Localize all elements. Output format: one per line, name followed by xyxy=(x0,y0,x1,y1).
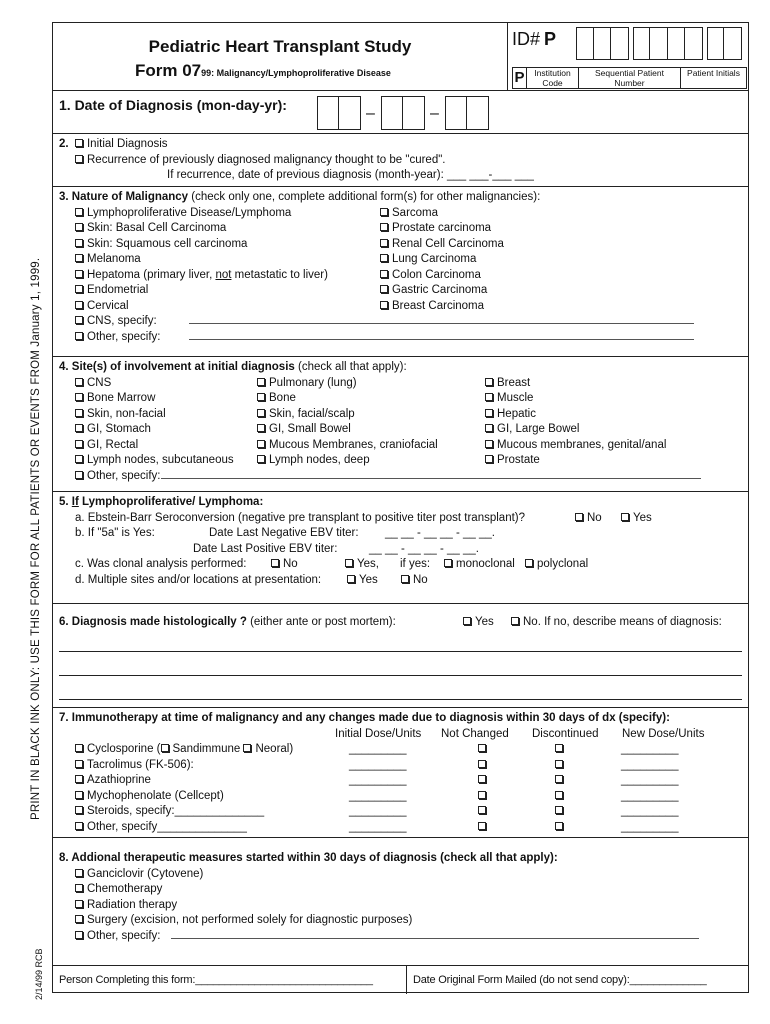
section-number: 5. xyxy=(59,496,72,508)
nature-row xyxy=(59,206,742,222)
nature-option: Breast Carcinoma xyxy=(392,299,485,312)
ebv-yes-checkbox[interactable] xyxy=(621,513,629,521)
monoclonal-checkbox[interactable] xyxy=(444,559,452,567)
section-additional-therapy xyxy=(53,838,748,966)
site-option: Mucous Membranes, craniofacial xyxy=(269,438,438,451)
discontinued-checkbox[interactable] xyxy=(555,760,563,768)
ebv-seroconversion-row xyxy=(59,511,742,527)
site-other-checkbox[interactable] xyxy=(75,471,83,479)
section-diagnosis-type xyxy=(53,134,748,187)
therapy-checkbox[interactable] xyxy=(75,869,83,877)
site-option: Mucous membranes, genital/anal xyxy=(497,438,667,451)
site-checkbox[interactable] xyxy=(485,393,493,401)
id-boxes[interactable] xyxy=(576,27,742,60)
site-checkbox[interactable] xyxy=(75,455,83,463)
signature-row xyxy=(53,966,748,994)
site-row xyxy=(59,422,742,438)
nature-heading-bold: 3. Nature of Malignancy xyxy=(59,191,189,203)
histological-heading: 6. Diagnosis made histologically ? xyxy=(59,616,247,628)
other-specify-field[interactable] xyxy=(189,330,694,340)
nature-row xyxy=(59,252,742,268)
site-row xyxy=(59,407,742,423)
day-box[interactable] xyxy=(403,96,425,130)
site-checkbox[interactable] xyxy=(257,393,265,401)
initial-dose-field[interactable]: _________ xyxy=(349,774,407,786)
site-other-field[interactable] xyxy=(161,469,701,479)
site-option: Muscle xyxy=(497,392,534,404)
site-checkbox[interactable] xyxy=(75,393,83,401)
form-header xyxy=(53,23,748,91)
nature-checkbox[interactable] xyxy=(75,270,83,278)
id-label xyxy=(512,27,556,51)
drug-checkbox[interactable] xyxy=(75,806,83,814)
multiple-no-label: No xyxy=(413,573,428,586)
therapy-option: Chemotherapy xyxy=(87,883,163,895)
date-of-diagnosis-label: 1. Date of Diagnosis (mon-day-yr): xyxy=(59,97,287,113)
id-box[interactable] xyxy=(633,27,651,60)
histological-yes-label: Yes xyxy=(475,616,494,628)
nature-row xyxy=(59,268,742,284)
site-checkbox[interactable] xyxy=(485,409,493,417)
diagnosis-means-line[interactable] xyxy=(59,675,742,676)
form-subtitle xyxy=(135,59,391,82)
section-immunotherapy xyxy=(53,708,748,838)
nature-row xyxy=(59,299,742,315)
nature-option: Lymphoproliferative Disease/Lymphoma xyxy=(87,206,292,219)
lympho-heading-text: Lymphoproliferative/ Lymphoma: xyxy=(78,496,264,508)
multiple-yes-label: Yes xyxy=(359,573,378,586)
nature-checkbox[interactable] xyxy=(75,254,83,262)
site-checkbox[interactable] xyxy=(485,440,493,448)
id-text: ID# xyxy=(512,29,541,49)
ebv-yes-label: Yes xyxy=(633,511,652,524)
cns-label: CNS, specify: xyxy=(87,315,157,327)
immuno-row xyxy=(59,773,742,789)
site-other-row xyxy=(59,469,742,485)
multiple-yes-checkbox[interactable] xyxy=(347,575,355,583)
sites-heading-bold: 4. Site(s) of involvement at initial diagnosis xyxy=(59,361,295,373)
nature-checkbox[interactable] xyxy=(380,285,388,293)
other-specify-row xyxy=(59,330,742,346)
sandimmune-label: Sandimmune xyxy=(172,743,241,755)
cyclosporine-label: Cyclosporine ( xyxy=(87,743,161,755)
sequential-patient-number-label: Sequential Patient Number xyxy=(579,67,681,89)
immuno-heading xyxy=(59,711,742,727)
nature-checkbox[interactable] xyxy=(75,223,83,231)
new-dose-field[interactable]: _________ xyxy=(621,820,679,833)
not-changed-checkbox[interactable] xyxy=(478,806,486,814)
immuno-row xyxy=(59,758,742,774)
multiple-no-checkbox[interactable] xyxy=(401,575,409,583)
new-dose-field[interactable]: _________ xyxy=(621,758,679,771)
therapy-other-label: Other, specify: xyxy=(87,929,161,942)
person-completing-label: Person Completing this form:______________________________ xyxy=(59,974,373,986)
recurrence-date-label: If recurrence, date of previous diagnosis (month-year): ___ ___-___ ___ xyxy=(167,169,534,181)
date-mailed-label: Date Original Form Mailed (do not send copy):_____________ xyxy=(413,974,707,986)
site-checkbox[interactable] xyxy=(257,409,265,417)
discontinued-checkbox[interactable] xyxy=(555,791,563,799)
date-dash: – xyxy=(366,105,375,122)
nature-instruction: (check only one, complete additional form(s) for other malignancies): xyxy=(188,191,541,203)
initial-diagnosis-row xyxy=(59,137,742,153)
site-option: Lymph nodes, deep xyxy=(269,454,370,466)
site-checkbox[interactable] xyxy=(485,455,493,463)
site-checkbox[interactable] xyxy=(485,424,493,432)
nature-checkbox[interactable] xyxy=(75,301,83,309)
therapy-other-checkbox[interactable] xyxy=(75,931,83,939)
drug-label: Azathioprine xyxy=(87,774,151,786)
section-nature-of-malignancy xyxy=(53,187,748,357)
not-changed-checkbox[interactable] xyxy=(478,822,486,830)
site-row xyxy=(59,376,742,392)
id-prefix: P xyxy=(544,29,557,49)
clonal-yes-label: Yes, xyxy=(357,558,379,570)
immuno-row xyxy=(59,789,742,805)
section-sites-of-involvement xyxy=(53,357,748,492)
clonal-no-checkbox[interactable] xyxy=(271,559,279,567)
nature-option-not: not xyxy=(215,268,232,281)
nature-option: Skin: Basal Cell Carcinoma xyxy=(87,222,227,234)
therapy-checkbox[interactable] xyxy=(75,884,83,892)
nature-checkbox[interactable] xyxy=(380,270,388,278)
sandimmune-checkbox[interactable] xyxy=(161,744,169,752)
cyclosporine-checkbox[interactable] xyxy=(75,744,83,752)
section-histological xyxy=(53,604,748,708)
nature-checkbox[interactable] xyxy=(380,208,388,216)
p-prefix-box: P xyxy=(512,67,527,89)
therapy-other-field[interactable] xyxy=(171,929,699,939)
ebv-negative-date[interactable]: __ __ - __ __ - __ __. xyxy=(385,527,495,539)
ebv-positive-date[interactable]: __ __ - __ __ - __ __. xyxy=(369,542,479,555)
histological-no-checkbox[interactable] xyxy=(511,617,519,625)
immuno-heading-text: 7. Immunotherapy at time of malignancy and any changes made due to diagnosis within 30 days of dx (specify): xyxy=(59,712,670,724)
discontinued-checkbox[interactable] xyxy=(555,744,563,752)
date-mailed-cell[interactable] xyxy=(407,966,750,994)
therapy-row xyxy=(59,867,742,883)
nature-option: Sarcoma xyxy=(392,206,439,219)
initial-dose-field[interactable]: _________ xyxy=(349,805,407,817)
site-option: Pulmonary (lung) xyxy=(269,376,357,389)
ebv-negative-label: Date Last Negative EBV titer: xyxy=(209,527,359,539)
month-box[interactable] xyxy=(317,96,339,130)
not-changed-checkbox[interactable] xyxy=(478,791,486,799)
year-box[interactable] xyxy=(467,96,489,130)
title-box xyxy=(53,23,507,91)
initial-diagnosis-label: Initial Diagnosis xyxy=(86,138,168,150)
form-number: Form 07 xyxy=(135,61,202,80)
ebv-positive-row xyxy=(59,542,742,558)
site-option: GI, Large Bowel xyxy=(497,423,580,435)
site-checkbox[interactable] xyxy=(75,440,83,448)
immuno-row xyxy=(59,820,742,836)
therapy-option: Ganciclovir (Cytovene) xyxy=(87,867,204,880)
id-area xyxy=(507,23,750,91)
year-boxes[interactable] xyxy=(445,96,489,130)
nature-option: Lung Carcinoma xyxy=(392,253,477,265)
nature-heading xyxy=(59,190,742,206)
drug-label: Tacrolimus (FK-506): xyxy=(87,758,194,771)
sites-instruction: (check all that apply): xyxy=(294,361,407,373)
form-title: Pediatric Heart Transplant Study xyxy=(148,37,412,56)
cns-checkbox[interactable] xyxy=(75,316,83,324)
drug-label: Other, specify______________ xyxy=(87,820,247,833)
initial-dose-field[interactable]: _________ xyxy=(349,820,407,833)
immuno-row xyxy=(59,804,742,820)
site-checkbox[interactable] xyxy=(257,440,265,448)
nature-checkbox[interactable] xyxy=(380,254,388,262)
new-dose-field[interactable]: _________ xyxy=(621,789,679,802)
day-boxes[interactable] xyxy=(381,96,425,130)
site-checkbox[interactable] xyxy=(257,424,265,432)
site-row xyxy=(59,438,742,454)
site-option: Bone xyxy=(269,392,296,404)
multiple-sites-row xyxy=(59,573,742,589)
form xyxy=(52,22,749,993)
site-option: CNS xyxy=(87,376,112,389)
month-boxes[interactable] xyxy=(317,96,361,130)
other-checkbox[interactable] xyxy=(75,332,83,340)
therapy-checkbox[interactable] xyxy=(75,900,83,908)
drug-checkbox[interactable] xyxy=(75,760,83,768)
site-option: Prostate xyxy=(497,454,540,466)
id-box[interactable] xyxy=(668,27,686,60)
date-dash: – xyxy=(430,105,439,122)
site-option: Skin, non-facial xyxy=(87,407,166,420)
recurrence-row xyxy=(59,153,742,169)
therapy-row xyxy=(59,913,742,929)
month-box[interactable] xyxy=(339,96,361,130)
lympho-if: If xyxy=(71,496,79,508)
site-option: Breast xyxy=(497,376,531,389)
new-dose-field[interactable]: _________ xyxy=(621,774,679,786)
recurrence-date-row xyxy=(59,168,742,184)
nature-checkbox[interactable] xyxy=(380,301,388,309)
clonal-if-yes: if yes: xyxy=(400,558,431,570)
site-option: Lymph nodes, subcutaneous xyxy=(87,454,234,466)
therapy-heading xyxy=(59,851,742,867)
if-5a-yes-label: b. If "5a" is Yes: xyxy=(75,527,155,539)
therapy-row xyxy=(59,882,742,898)
site-option: Skin, facial/scalp xyxy=(269,407,355,420)
new-dose-field[interactable]: _________ xyxy=(621,805,679,817)
id-box[interactable] xyxy=(611,27,629,60)
therapy-heading-text: 8. Addional therapeutic measures started within 30 days of diagnosis (check all that apply): xyxy=(59,852,558,864)
recurrence-checkbox[interactable] xyxy=(75,155,83,163)
diagnosis-means-line[interactable] xyxy=(59,651,742,652)
not-changed-checkbox[interactable] xyxy=(478,760,486,768)
clonal-no-label: No xyxy=(283,558,298,570)
drug-checkbox[interactable] xyxy=(75,822,83,830)
site-option: GI, Stomach xyxy=(87,423,151,435)
therapy-other-row xyxy=(59,929,742,945)
nature-row xyxy=(59,221,742,237)
person-completing-cell[interactable] xyxy=(53,966,407,994)
clonal-yes-checkbox[interactable] xyxy=(345,559,353,567)
site-option: GI, Small Bowel xyxy=(269,423,351,435)
therapy-option: Surgery (excision, not performed solely for diagnostic purposes) xyxy=(87,914,413,926)
not-changed-checkbox[interactable] xyxy=(478,744,486,752)
discontinued-checkbox[interactable] xyxy=(555,775,563,783)
site-option: Hepatic xyxy=(497,407,536,420)
neoral-label: Neoral) xyxy=(255,743,294,755)
nature-option: Colon Carcinoma xyxy=(392,268,481,281)
nature-checkbox[interactable] xyxy=(75,208,83,216)
not-changed-checkbox[interactable] xyxy=(478,775,486,783)
nature-option: Skin: Squamous cell carcinoma xyxy=(87,237,248,250)
id-box[interactable] xyxy=(685,27,703,60)
revision-date: 2/14/99 RCB xyxy=(34,948,44,1000)
histological-instruction: (either ante or post mortem): xyxy=(246,616,396,628)
patient-initials-label: Patient Initials xyxy=(681,67,747,89)
year-box[interactable] xyxy=(445,96,467,130)
ebv-negative-row xyxy=(59,526,742,542)
other-label: Other, specify: xyxy=(87,330,161,343)
nature-option-tail: metastatic to liver) xyxy=(231,268,328,281)
nature-option: Renal Cell Carcinoma xyxy=(392,237,504,250)
site-checkbox[interactable] xyxy=(75,378,83,386)
recurrence-label: Recurrence of previously diagnosed malignancy thought to be "cured". xyxy=(87,153,446,166)
multiple-sites-label: d. Multiple sites and/or locations at presentation: xyxy=(75,573,322,586)
section-number: 2. xyxy=(59,138,69,150)
polyclonal-label: polyclonal xyxy=(537,558,589,570)
polyclonal-checkbox[interactable] xyxy=(525,559,533,567)
nature-row xyxy=(59,237,742,253)
ebv-seroconversion-label: a. Ebstein-Barr Seroconversion (negative pre transplant to positive titer post transplant)? xyxy=(75,511,526,524)
discontinued-checkbox[interactable] xyxy=(555,806,563,814)
nature-option: Hepatoma (primary liver, xyxy=(87,268,216,281)
monoclonal-label: monoclonal xyxy=(456,558,515,570)
drug-label: Steroids, specify:______________ xyxy=(87,805,265,817)
cns-specify-row xyxy=(59,314,742,330)
drug-label: Mychophenolate (Cellcept) xyxy=(87,789,224,802)
id-box[interactable] xyxy=(707,27,725,60)
nature-option: Endometrial xyxy=(87,284,149,296)
institution-code-label: Institution Code xyxy=(527,67,579,89)
ebv-no-checkbox[interactable] xyxy=(575,513,583,521)
col-initial-dose: Initial Dose/Units xyxy=(335,727,422,740)
nature-checkbox[interactable] xyxy=(75,239,83,247)
site-checkbox[interactable] xyxy=(75,409,83,417)
therapy-option: Radiation therapy xyxy=(87,898,178,911)
immuno-row xyxy=(59,742,742,758)
col-discontinued: Discontinued xyxy=(532,727,599,740)
new-dose-field[interactable]: _________ xyxy=(621,743,679,755)
lympho-heading xyxy=(59,495,742,511)
histological-no-label: No. If no, describe means of diagnosis: xyxy=(523,616,722,628)
sites-heading xyxy=(59,360,742,376)
day-box[interactable] xyxy=(381,96,403,130)
ebv-positive-label: Date Last Positive EBV titer: xyxy=(193,542,338,555)
discontinued-checkbox[interactable] xyxy=(555,822,563,830)
cns-specify-field[interactable] xyxy=(189,314,694,324)
site-row xyxy=(59,453,742,469)
neoral-checkbox[interactable] xyxy=(243,744,251,752)
site-checkbox[interactable] xyxy=(257,455,265,463)
site-option: GI, Rectal xyxy=(87,438,139,451)
nature-option: Gastric Carcinoma xyxy=(392,284,488,296)
id-box[interactable] xyxy=(594,27,612,60)
therapy-row xyxy=(59,898,742,914)
site-row xyxy=(59,391,742,407)
nature-checkbox[interactable] xyxy=(380,239,388,247)
nature-checkbox[interactable] xyxy=(75,285,83,293)
id-box[interactable] xyxy=(724,27,742,60)
ebv-no-label: No xyxy=(587,511,602,524)
site-option: Bone Marrow xyxy=(87,392,156,404)
nature-checkbox[interactable] xyxy=(380,223,388,231)
initial-dose-field[interactable]: _________ xyxy=(349,789,407,802)
id-box[interactable] xyxy=(650,27,668,60)
diagnosis-means-line[interactable] xyxy=(59,699,742,700)
immuno-column-headers xyxy=(59,727,742,743)
drug-checkbox[interactable] xyxy=(75,791,83,799)
initial-dose-field[interactable]: _________ xyxy=(349,758,407,771)
site-checkbox[interactable] xyxy=(485,378,493,386)
site-checkbox[interactable] xyxy=(75,424,83,432)
col-new-dose: New Dose/Units xyxy=(622,727,705,740)
section-date-of-diagnosis xyxy=(53,91,748,134)
therapy-checkbox[interactable] xyxy=(75,915,83,923)
form-name: 99: Malignancy/Lymphoproliferative Disease xyxy=(201,68,391,78)
initial-dose-field[interactable]: _________ xyxy=(349,743,407,755)
site-other-label: Other, specify: xyxy=(87,469,161,482)
nature-option: Melanoma xyxy=(87,253,141,265)
histological-yes-checkbox[interactable] xyxy=(463,617,471,625)
col-not-changed: Not Changed xyxy=(441,727,509,740)
nature-row xyxy=(59,283,742,299)
histological-row xyxy=(59,615,742,631)
side-instruction: PRINT IN BLACK INK ONLY: USE THIS FORM FOR ALL PATIENTS OR EVENTS FROM January 1, 1999. xyxy=(30,257,42,820)
clonal-analysis-label: c. Was clonal analysis performed: xyxy=(75,558,247,570)
site-checkbox[interactable] xyxy=(257,378,265,386)
nature-option: Cervical xyxy=(87,299,129,312)
section-lymphoproliferative xyxy=(53,492,748,604)
nature-option: Prostate carcinoma xyxy=(392,222,492,234)
clonal-analysis-row xyxy=(59,557,742,573)
id-box[interactable] xyxy=(576,27,594,60)
drug-checkbox[interactable] xyxy=(75,775,83,783)
initial-diagnosis-checkbox[interactable] xyxy=(75,139,83,147)
